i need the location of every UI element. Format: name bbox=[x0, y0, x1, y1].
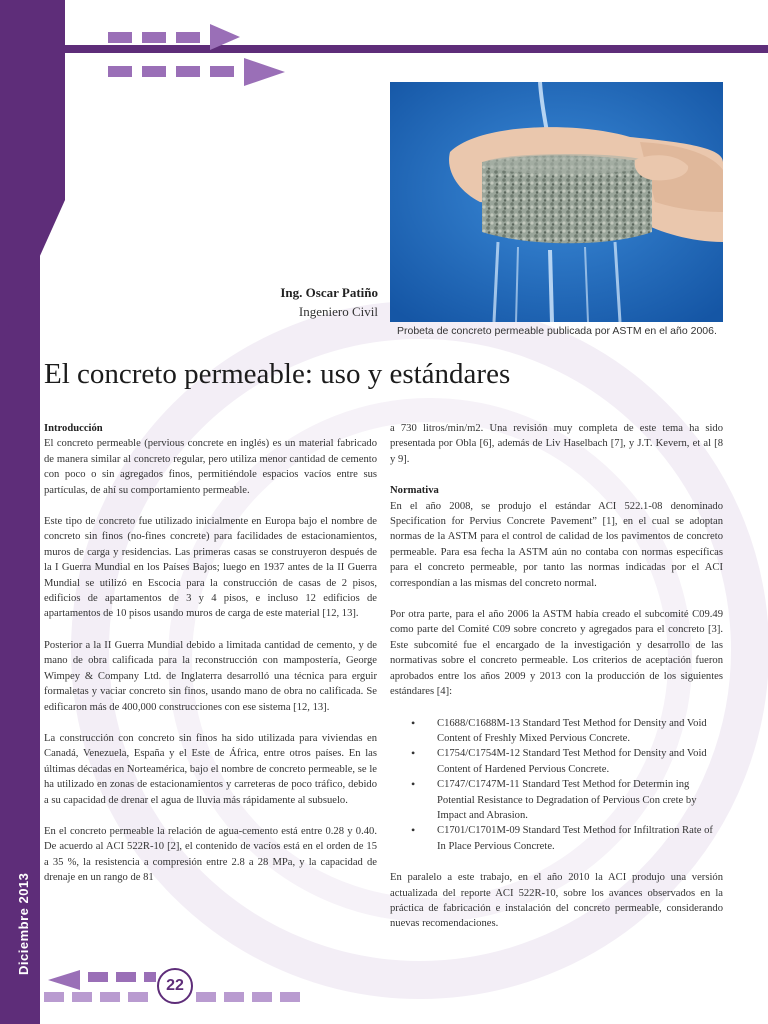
list-item: • C1747/C1747M-11 Standard Test Method for Determin ing Potential Resistance to Degradation of Pervious Con crete by Impact and Abrasion. bbox=[437, 777, 723, 823]
paragraph: En paralelo a este trabajo, en el año 2010 la ACI produjo una versión actualizada del reporte ACI 522R-10, sobre los avances observados en la práctica de fabricación e instalación del concreto permeable, considerando nuevas recomendaciones. bbox=[390, 872, 723, 930]
standards-list bbox=[390, 716, 723, 855]
paragraph: En el concreto permeable la relación de agua-cemento está entre 0.28 y 0.40. De acuerdo al ACI 522R-10 [2], el contenido de vacíos está en el orden de 15 a 35 %, la resistencia a compresión entre 2.8 a 28 MPa, y la capacidad de drenaje en un rango de 81 bbox=[44, 825, 377, 884]
page-number: 22 bbox=[157, 968, 193, 1004]
paragraph: El concreto permeable (pervious concrete en inglés) es un material fabricado de manera similar al concreto regular, pero utiliza menor cantidad de cemento con poco o sin agregados finos, permitiéndole espacios vacíos entre sus partículas, de ahí su comportamiento permeable. bbox=[44, 438, 377, 496]
text-column-right bbox=[390, 421, 723, 948]
list-item: • C1688/C1688M-13 Standard Test Method for Density and Void Content of Freshly Mixed Pervious Concrete. bbox=[437, 716, 723, 747]
paragraph: a 730 litros/min/m2. Una revisión muy completa de este tema ha sido presentada por Obla [6], además de Liv Haselbach [7], y J.T. Kevern, et al [8 y 9]. bbox=[390, 423, 723, 465]
list-item: • C1754/C1754M-12 Standard Test Method for Density and Void Content of Hardened Pervious Concrete. bbox=[437, 746, 723, 777]
article-title: El concreto permeable: uso y estándares bbox=[44, 358, 511, 390]
article-photo bbox=[390, 82, 723, 322]
paragraph: Este tipo de concreto fue utilizado inicialmente en Europa bajo el nombre de concreto sin finos (no-fines concrete) para facilidades de estacionamientos, muros de carga y residencias. Las primeras casas se construyeron después de la I Guerra Mundial en los Países Bajos; luego en 1937 antes de la II Guerra Mundial se utilizó en Escocia para la construcción de casas de 2 pisos, edificios de apartamentos de 3 y 4 pisos, e incluso 12 edificios de apartamentos de 10 pisos usando muros de carga de este material [12, 13]. bbox=[44, 516, 377, 620]
paragraph: Posterior a la II Guerra Mundial debido a limitada cantidad de cemento, y de mano de obra calificada para la reconstrucción con mampostería, George Wimpey & Company Ltd. de Inglaterra desarrolló una técnica para erguir formaletas y vaciar concreto sin finos, usando mano de obra no calificada. Se edificaron más de 400,000 construcciones con ese sistema [12, 13]. bbox=[44, 639, 377, 713]
paragraph: Por otra parte, para el año 2006 la ASTM había creado el subcomité C09.49 como parte del Comité C09 sobre concreto y agregados para el concreto [3]. Este subcomité fue el encargado de la investigación y desarrollo de las normativas sobre el concreto permeable. Los criterios de aceptación fueron aprobados entre los años 2009 y 2013 con la producción de los siguientes estándares [4]: bbox=[390, 609, 723, 698]
author-role: Ingeniero Civil bbox=[298, 304, 378, 319]
text-column-left bbox=[44, 421, 377, 902]
author-block bbox=[280, 285, 378, 320]
hand-holding-concrete-illustration bbox=[390, 82, 723, 322]
list-item: • C1701/C1701M-09 Standard Test Method for Infiltration Rate of In Place Pervious Concrete. bbox=[437, 823, 723, 854]
photo-caption: Probeta de concreto permeable publicada por ASTM en el año 2006. bbox=[397, 325, 717, 337]
author-name: Ing. Oscar Patiño bbox=[280, 285, 378, 300]
issue-date: Diciembre 2013 bbox=[16, 872, 31, 975]
section-heading-introduccion: Introducción bbox=[44, 423, 103, 434]
paragraph: En el año 2008, se produjo el estándar ACI 522.1-08 denominado Specification for Pervius Concrete Pavement” [1], en el cual se adoptan normas de la ASTM para el control de calidad de los pavimentos de concreto permeable. Para esa fecha la ASTM aún no contaba con normas específicas para el concreto permeable, por tanto las normas indicadas por el ACI correspondían a las mismas del concreto normal. bbox=[390, 500, 723, 589]
paragraph: La construcción con concreto sin finos ha sido utilizada para viviendas en Canadá, Venezuela, España y el Este de África, entre otros países. En las últimas décadas en Norteamérica, bajo el nombre de concreto permeable, se le ha utilizado en zonas de estacionamientos y carreteras de poco tráfico, debido a su capacidad de drenar el agua de lluvia más rápidamente al subsuelo. bbox=[44, 732, 377, 806]
section-heading-normativa: Normativa bbox=[390, 485, 439, 497]
